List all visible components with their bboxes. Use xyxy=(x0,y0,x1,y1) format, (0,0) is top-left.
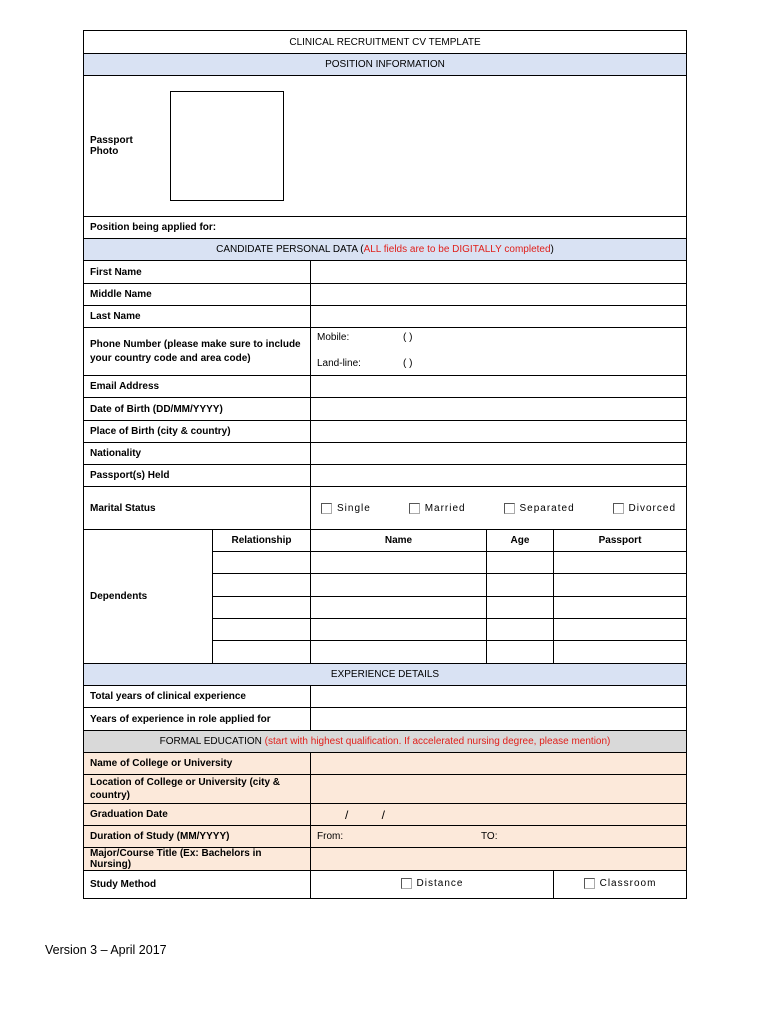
checkbox-icon[interactable] xyxy=(584,878,595,889)
checkbox-icon[interactable] xyxy=(321,503,332,514)
education-header xyxy=(84,731,687,753)
dependent-passport-cell[interactable] xyxy=(554,552,687,574)
college-location-label: Location of College or University (city & country) xyxy=(84,775,311,804)
dependents-header-row xyxy=(84,530,687,552)
nationality-field[interactable] xyxy=(311,443,687,465)
dependent-age-cell[interactable] xyxy=(487,597,554,619)
dob-field[interactable] xyxy=(311,398,687,421)
years-role-field[interactable] xyxy=(311,708,687,731)
study-distance-option[interactable] xyxy=(401,878,464,889)
experience-header-row xyxy=(84,664,687,686)
passport-held-row xyxy=(84,465,687,487)
marital-single-option[interactable] xyxy=(321,503,371,514)
checkbox-icon[interactable] xyxy=(504,503,515,514)
dependent-age-cell[interactable] xyxy=(487,619,554,641)
dependent-name-cell[interactable] xyxy=(311,574,487,597)
dependent-relationship-cell[interactable] xyxy=(213,552,311,574)
graduation-label: Graduation Date xyxy=(84,804,311,826)
middle-name-row xyxy=(84,284,687,306)
phone-label: Phone Number (please make sure to include your country code and area code) xyxy=(84,328,311,376)
dependent-name-cell[interactable] xyxy=(311,597,487,619)
pob-row xyxy=(84,421,687,443)
study-distance-cell xyxy=(311,871,554,899)
passport-held-field[interactable] xyxy=(311,465,687,487)
duration-label: Duration of Study (MM/YYYY) xyxy=(84,826,311,848)
study-classroom-cell xyxy=(554,871,687,899)
dependent-age-cell[interactable] xyxy=(487,641,554,664)
dependent-passport-cell[interactable] xyxy=(554,641,687,664)
position-applied-label[interactable]: Position being applied for: xyxy=(84,217,687,239)
first-name-field[interactable] xyxy=(311,261,687,284)
marital-label: Marital Status xyxy=(84,487,311,530)
study-method-row xyxy=(84,871,687,899)
education-header-note: (start with highest qualification. If accelerated nursing degree, please mention) xyxy=(264,736,611,747)
middle-name-field[interactable] xyxy=(311,284,687,306)
graduation-field[interactable]: / / xyxy=(311,804,687,826)
checkbox-icon[interactable] xyxy=(613,503,624,514)
dependent-passport-cell[interactable] xyxy=(554,597,687,619)
personal-header-text: CANDIDATE PERSONAL DATA ( xyxy=(216,244,364,255)
dependent-name-cell[interactable] xyxy=(311,552,487,574)
marital-married-label: Married xyxy=(424,502,466,514)
position-applied-row xyxy=(84,217,687,239)
last-name-label: Last Name xyxy=(84,306,311,328)
total-years-label: Total years of clinical experience xyxy=(84,686,311,708)
major-field[interactable] xyxy=(311,848,687,871)
marital-single-label: Single xyxy=(337,502,371,514)
marital-married-option[interactable] xyxy=(409,503,466,514)
major-row xyxy=(84,848,687,871)
marital-divorced-option[interactable] xyxy=(613,503,676,514)
position-header-row xyxy=(84,54,687,76)
duration-row xyxy=(84,826,687,848)
college-name-field[interactable] xyxy=(311,753,687,775)
duration-field[interactable] xyxy=(311,826,687,848)
dependents-label: Dependents xyxy=(84,530,213,664)
dob-row xyxy=(84,398,687,421)
email-label: Email Address xyxy=(84,376,311,398)
dependent-relationship-cell[interactable] xyxy=(213,574,311,597)
email-row xyxy=(84,376,687,398)
education-header-text: FORMAL EDUCATION xyxy=(159,736,262,747)
form-title-row xyxy=(84,31,687,54)
marital-row xyxy=(84,487,687,530)
last-name-field[interactable] xyxy=(311,306,687,328)
study-distance-label: Distance xyxy=(416,877,464,889)
marital-divorced-label: Divorced xyxy=(628,502,677,514)
pob-label: Place of Birth (city & country) xyxy=(84,421,311,443)
checkbox-icon[interactable] xyxy=(409,503,420,514)
college-name-label: Name of College or University xyxy=(84,753,311,775)
dependent-relationship-cell[interactable] xyxy=(213,619,311,641)
landline-label: Land-line: xyxy=(317,358,361,369)
cv-form xyxy=(83,30,687,899)
duration-to-label: TO: xyxy=(481,831,498,842)
personal-header-close: ) xyxy=(550,244,554,255)
personal-header-note: ALL fields are to be DIGITALLY completed xyxy=(363,244,551,255)
nationality-row xyxy=(84,443,687,465)
first-name-row xyxy=(84,261,687,284)
photo-row xyxy=(84,76,687,217)
dependent-passport-cell[interactable] xyxy=(554,574,687,597)
major-label: Major/Course Title (Ex: Bachelors in Nursing) xyxy=(84,848,311,871)
phone-row xyxy=(84,328,687,376)
marital-separated-label: Separated xyxy=(519,502,575,514)
dependent-relationship-cell[interactable] xyxy=(213,641,311,664)
college-name-row xyxy=(84,753,687,775)
passport-held-label: Passport(s) Held xyxy=(84,465,311,487)
dob-label: Date of Birth (DD/MM/YYYY) xyxy=(84,398,311,421)
marital-options xyxy=(311,487,687,530)
landline-paren: ( ) xyxy=(403,358,413,369)
dependents-col-name: Name xyxy=(311,530,487,552)
college-location-row xyxy=(84,775,687,804)
experience-header: EXPERIENCE DETAILS xyxy=(84,664,687,686)
dependent-age-cell[interactable] xyxy=(487,552,554,574)
last-name-row xyxy=(84,306,687,328)
dependents-col-age: Age xyxy=(487,530,554,552)
nationality-label: Nationality xyxy=(84,443,311,465)
education-header-row xyxy=(84,731,687,753)
version-footer: Version 3 – April 2017 xyxy=(45,943,167,957)
total-years-field[interactable] xyxy=(311,686,687,708)
dependent-name-cell[interactable] xyxy=(311,619,487,641)
first-name-label: First Name xyxy=(84,261,311,284)
checkbox-icon[interactable] xyxy=(401,878,412,889)
graduation-row xyxy=(84,804,687,826)
dependents-col-passport: Passport xyxy=(554,530,687,552)
middle-name-label: Middle Name xyxy=(84,284,311,306)
form-title: CLINICAL RECRUITMENT CV TEMPLATE xyxy=(84,31,687,54)
college-location-field[interactable] xyxy=(311,775,687,804)
marital-separated-option[interactable] xyxy=(504,503,575,514)
photo-cell xyxy=(84,76,687,217)
duration-from-label: From: xyxy=(317,831,344,842)
mobile-paren: ( ) xyxy=(403,332,413,343)
study-classroom-label: Classroom xyxy=(599,877,657,889)
position-header: POSITION INFORMATION xyxy=(84,54,687,76)
mobile-label: Mobile: xyxy=(317,332,350,343)
study-method-label: Study Method xyxy=(84,871,311,899)
dependent-relationship-cell[interactable] xyxy=(213,597,311,619)
years-role-label: Years of experience in role applied for xyxy=(84,708,311,731)
years-role-row xyxy=(84,708,687,731)
phone-field[interactable] xyxy=(311,328,687,376)
dependent-age-cell[interactable] xyxy=(487,574,554,597)
personal-header-row xyxy=(84,239,687,261)
dependent-passport-cell[interactable] xyxy=(554,619,687,641)
dependents-col-relationship: Relationship xyxy=(213,530,311,552)
personal-header xyxy=(84,239,687,261)
pob-field[interactable] xyxy=(311,421,687,443)
dependent-name-cell[interactable] xyxy=(311,641,487,664)
email-field[interactable] xyxy=(311,376,687,398)
photo-label: Passport Photo xyxy=(90,135,133,157)
photo-box[interactable] xyxy=(170,91,284,201)
study-classroom-option[interactable] xyxy=(584,878,657,889)
total-years-row xyxy=(84,686,687,708)
